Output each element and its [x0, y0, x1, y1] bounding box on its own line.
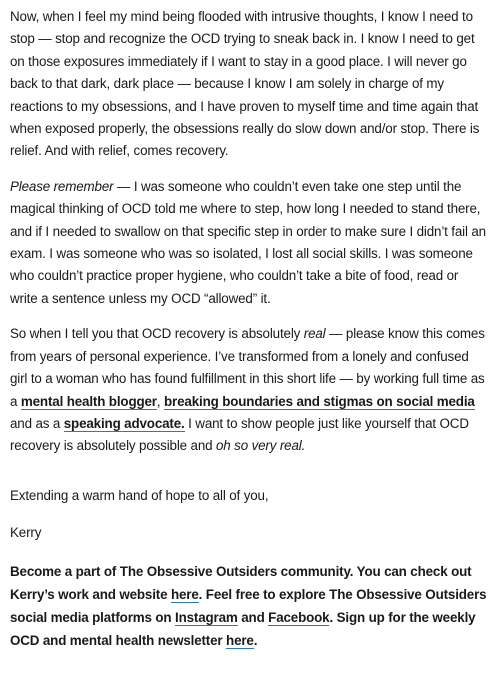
- please-remember-text: — I was someone who couldn’t even take one step until the magical thinking of OCD told me where to step, how long I needed to stand there, and if I needed to swallow on that specific step in order to make sure I didn’t fail an exam. I was someone who was so isolated, I lost all social skills. I was someone who couldn’t practice proper hygiene, who couldn’t take a bite of food, read or write a sentence unless my OCD “allowed” it.: [10, 178, 486, 306]
- signature-name: Kerry: [10, 525, 42, 541]
- recovery-text-1: So when I tell you that OCD recovery is absolutely: [10, 326, 304, 342]
- website-here-link[interactable]: here: [170, 586, 199, 602]
- paragraph-relief: Now, when I feel my mind being flooded with intrusive thoughts, I know I need to stop — stop and recognize the OCD trying to sneak back in. I know I need to get on those exposures immediately if I want to stay in a good place. I will never go back to that dark, dark place — because I know I am solely in charge of my reactions to my obsessions, and I have proven to myself time and time again that when exposed properly, the obsessions really do slow down and/or stop. There is relief. And with relief, comes recovery.: [10, 9, 480, 159]
- cta-text-2: . Feel free to explore The Obsessive Outsiders social media platforms on: [10, 586, 487, 625]
- oh-so-very-real-emphasis: oh so very real.: [216, 438, 306, 454]
- please-remember-emphasis: Please remember: [10, 178, 114, 194]
- paragraph-please-remember: [10, 176, 487, 310]
- cta-text-3: and: [237, 609, 269, 625]
- recovery-text-2: — please know this comes from years of personal experience. I’ve transformed from a lonely and confused girl to a woman who has found fulfillment in this short life — by working full time as a: [10, 326, 485, 409]
- facebook-link[interactable]: Facebook: [268, 609, 330, 625]
- cta-text-5: .: [253, 633, 258, 649]
- real-emphasis: real: [303, 326, 326, 342]
- closing-line: Extending a warm hand of hope to all of you,: [10, 487, 269, 503]
- recovery-text-3: ,: [156, 393, 165, 409]
- community-call-to-action: [10, 560, 487, 653]
- instagram-link[interactable]: Instagram: [175, 609, 238, 625]
- speaking-advocate-link[interactable]: speaking advocate.: [63, 415, 185, 431]
- recovery-text-5: I want to show people just like yourself that OCD recovery is absolutely possible and: [10, 415, 469, 454]
- social-media-link[interactable]: breaking boundaries and stigmas on social media: [164, 393, 475, 409]
- recovery-text-4: and as a: [10, 415, 64, 431]
- paragraph-recovery-real: [10, 323, 487, 457]
- mental-health-blogger-link[interactable]: mental health blogger: [20, 393, 157, 409]
- cta-text-1: Become a part of The Obsessive Outsiders community. You can check out Kerry’s work and website: [10, 563, 472, 602]
- newsletter-here-link[interactable]: here: [226, 633, 254, 649]
- cta-text-4: . Sign up for the weekly OCD and mental health newsletter: [10, 609, 476, 649]
